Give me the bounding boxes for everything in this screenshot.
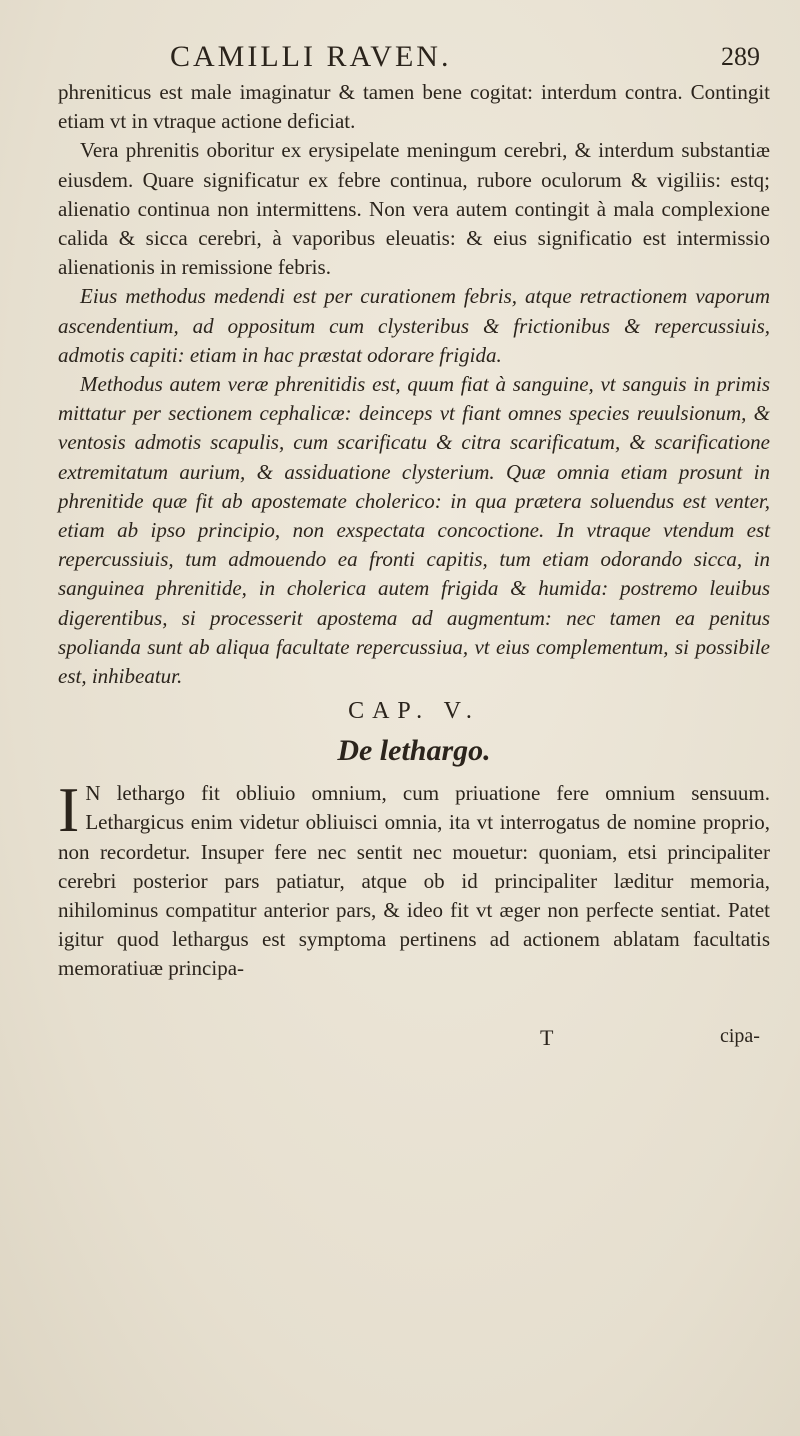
catchword: cipa- xyxy=(720,1025,760,1047)
body-text xyxy=(58,78,770,984)
running-head xyxy=(170,40,760,76)
chapter-title: De lethargo. xyxy=(337,734,491,768)
paragraph-lethargo xyxy=(58,774,770,983)
paragraph-methodus-verae: Methodus autem veræ phrenitidis est, quum fiat à sanguine, vt sanguis in primis mittatur per sectionem cephalicæ: deinceps vt fiant omnes species reuulsionum, & ventosis admotis scapulis, cum scarificatu & citra scarificatum, & scarificatione extremitatum aurium, & assiduatione clysterium. Quæ omnia etiam prosunt in phrenitide quæ fit ab apostemate cholerico: in qua prætera soluendus est venter, etiam ab ipso principio, non exspectata concoctione. In vtraque vtendum est repercussiuis, tum admouendo ea fronti capitis, tum etiam odorando sicca, in sanguinea phrenitide, in cholerica autem frigida & humida: postremo leuibus digerentibus, si processerit apostema ad augmentum: nec tamen ea penitus spolianda sunt ab aliqua facultate repercussiua, vt eius complementum, si possibile est, inhibeatur. xyxy=(58,372,770,689)
drop-cap: I xyxy=(58,774,80,846)
paragraph-vera-phrenitis: Vera phrenitis oboritur ex erysipelate meningum cerebri, & interdum substantiæ eiusdem. Quare significatur ex febre continua, rubore oculorum & vigiliis: estq; alienatio continua non intermittens. Non vera autem contingit à mala complexione calida & sicca cerebri, à vaporibus eleuatis: & eius significatio est intermissio alienationis in remissione febris. xyxy=(58,138,770,280)
signature-mark: T xyxy=(540,1025,554,1050)
paragraph-methodus-medendi: Eius methodus medendi est per curationem febris, atque retractionem vaporum ascendentium, ad oppositum cum clysteribus & frictionibus & repercussiuis, admotis capiti: etiam in hac præstat odorare frigida. xyxy=(58,284,770,367)
page-number: 289 xyxy=(721,42,760,71)
paragraph-continuation: phreniticus est male imaginatur & tamen bene cogitat: interdum contra. Contingit etiam vt in vtraque actione deficiat. xyxy=(58,80,770,134)
chapter-label: CAP. V. xyxy=(348,698,480,725)
paragraph-lethargo-text: N lethargo fit obliuio omnium, cum priuatione fere omnium sensuum. Lethargicus enim videtur obliuisci omnia, ita vt interrogatus de nomine proprio, non recordetur. Insuper fere nec sentit nec mouetur: quoniam, etsi principaliter cerebri posterior pars patiatur, atque ob id principaliter læditur memoria, nihilominus compatitur anterior pars, & ideo fit vt æger non perfecte sentiat. Patet igitur quod lethargus est symptoma pertinens ad actionem ablatam facultatis memoratiuæ principa- xyxy=(58,781,770,981)
running-title: CAMILLI RAVEN. xyxy=(170,40,452,73)
